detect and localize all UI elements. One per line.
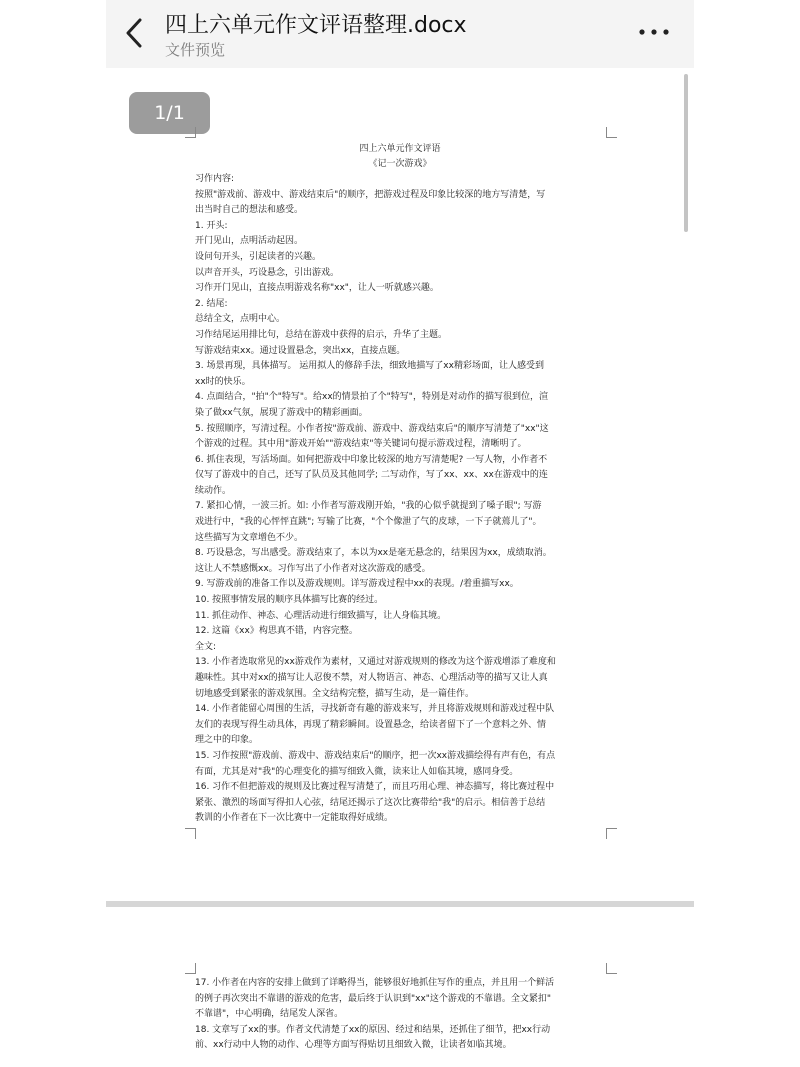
page-corner-mark bbox=[185, 127, 196, 138]
top-bar bbox=[106, 0, 694, 68]
document-line: 个游戏的过程。其中用"游戏开始""游戏结束"等关键词句提示游戏过程，清晰明了。 bbox=[195, 439, 527, 450]
document-line: 14. 小作者能留心周围的生活，寻找新奇有趣的游戏来写，并且将游戏规则和游戏过程中队 bbox=[195, 704, 555, 715]
left-margin bbox=[0, 0, 106, 1067]
app-window bbox=[106, 0, 694, 1067]
document-line: 16. 习作不但把游戏的规则及比赛过程写清楚了，而且巧用心理、神态描写，将比赛过程中 bbox=[195, 782, 555, 793]
document-line: 3. 场景再现，具体描写。 运用拟人的修辞手法，细致地描写了xx精彩场面，让人感受到 bbox=[195, 361, 544, 372]
document-viewer[interactable] bbox=[106, 68, 694, 1067]
document-line: 总结全文，点明中心。 bbox=[195, 314, 286, 325]
document-line: 15. 习作按照"游戏前、游戏中、游戏结束后"的顺序，把一次xx游戏描绘得有声有色，有点 bbox=[195, 750, 556, 761]
document-line: 设问句开头，引起读者的兴趣。 bbox=[195, 251, 322, 262]
document-line: 这让人不禁感慨xx。习作写出了小作者对这次游戏的感受。 bbox=[195, 563, 431, 574]
document-line: 理之中的印象。 bbox=[195, 735, 259, 746]
page-corner-mark bbox=[185, 963, 196, 974]
right-margin bbox=[694, 0, 800, 1067]
document-line: 5. 按照顺序，写清过程。小作者按"游戏前、游戏中、游戏结束后"的顺序写清楚了"xx"这 bbox=[195, 423, 549, 434]
document-line: 10. 按照事情发展的顺序具体描写比赛的经过。 bbox=[195, 595, 384, 606]
document-line: 有面，尤其是对"我"的心理变化的描写细致入微，读来让人如临其境，感同身受。 bbox=[195, 766, 519, 777]
page-separator bbox=[106, 901, 694, 907]
document-line: xx时的快乐。 bbox=[195, 376, 251, 387]
document-line: 开门见山，点明活动起因。 bbox=[195, 236, 304, 247]
document-line: 习作开门见山，直接点明游戏名称"xx"，让人一听就感兴趣。 bbox=[195, 283, 439, 294]
document-line: 习作结尾运用排比句，总结在游戏中获得的启示，升华了主题。 bbox=[195, 329, 448, 340]
document-line: 17. 小作者在内容的安排上做到了详略得当，能够很好地抓住写作的重点，并且用一个鲜活 bbox=[195, 978, 555, 988]
document-line: 出当时自己的想法和感受。 bbox=[195, 205, 304, 216]
document-line: 全文: bbox=[195, 641, 217, 652]
document-line: 紧张、激烈的场面写得扣人心弦，结尾还揭示了这次比赛带给"我"的启示。相信善于总结 bbox=[195, 797, 546, 808]
document-line: 7. 紧扣心情，一波三折。如: 小作者写游戏刚开始，"我的心似乎就提到了嗓子眼"; 写游 bbox=[195, 501, 542, 512]
document-line: 教训的小作者在下一次比赛中一定能取得好成绩。 bbox=[195, 813, 394, 824]
document-line: 切地感受到紧张的游戏氛围。全文结构完整，描写生动，是一篇佳作。 bbox=[195, 688, 475, 699]
document-line: 戏进行中，"我的心怦怦直跳"; 写输了比赛，"个个像泄了气的皮球，一下子就蔫儿了"。 bbox=[195, 517, 542, 528]
document-line: 8. 巧设悬念，写出感受。游戏结束了，本以为xx是毫无悬念的，结果因为xx，成绩取消。 bbox=[195, 548, 552, 559]
document-line: 这些描写为文章增色不少。 bbox=[195, 532, 304, 543]
page-corner-mark bbox=[606, 963, 617, 974]
document-line: 以声音开头，巧设悬念，引出游戏。 bbox=[195, 267, 340, 278]
document-line: 前、xx行动中人物的动作、心理等方面写得贴切且细致入微，让读者如临其境。 bbox=[195, 1040, 512, 1051]
document-line: 2. 结尾: bbox=[195, 298, 228, 309]
page-corner-mark bbox=[185, 828, 196, 839]
document-line: 不靠谱"，中心明确，结尾发人深省。 bbox=[195, 1009, 344, 1020]
document-line: 13. 小作者选取常见的xx游戏作为素材，又通过对游戏规则的修改为这个游戏增添了难度和 bbox=[195, 657, 556, 668]
page-corner-mark bbox=[606, 127, 617, 138]
page-corner-mark bbox=[606, 828, 617, 839]
document-line: 4. 点面结合，"拍"个"特写"。给xx的情景拍了个"特写"，特别是对动作的描写很到位，渲 bbox=[195, 392, 548, 403]
document-line: 友们的表现写得生动具体，再现了精彩瞬间。设置悬念，给读者留下了一个意料之外、情 bbox=[195, 719, 547, 730]
document-line: 续动作。 bbox=[195, 485, 232, 496]
document-line: 18. 文章写了xx的事。作者文代清楚了xx的原因、经过和结果，还抓住了细节，把xx行动 bbox=[195, 1024, 551, 1035]
document-line: 染了做xx气氛，展现了游戏中的精彩画面。 bbox=[195, 407, 368, 418]
document-line: 12. 这篇《xx》构思真不错，内容完整。 bbox=[195, 626, 358, 637]
document-line: 6. 抓住表现，写活场面。如何把游戏中印象比较深的地方写清楚呢? 一写人物，小作者不 bbox=[195, 454, 548, 465]
chevron-left-icon[interactable] bbox=[118, 14, 152, 52]
document-body-page-1 bbox=[195, 172, 605, 827]
file-title: 四上六单元作文评语整理.docx bbox=[165, 13, 467, 38]
document-line: 的例子再次突出不靠谱的游戏的危害，最后终于认识到"xx"这个游戏的不靠谱。全文紧扣" bbox=[195, 993, 552, 1004]
document-line: 写游戏结束xx。通过设置悬念，突出xx，直接点题。 bbox=[195, 345, 406, 356]
document-line: 仅写了游戏中的自己，还写了队员及其他同学; 二写动作，写了xx、xx、xx在游戏中的连 bbox=[195, 470, 548, 481]
document-line: 习作内容: bbox=[195, 174, 235, 184]
document-body-page-2 bbox=[195, 976, 605, 1054]
more-horizontal-icon[interactable] bbox=[636, 22, 672, 42]
document-line: 9. 写游戏前的准备工作以及游戏规则。详写游戏过程中xx的表现。/着重描写xx。 bbox=[195, 579, 519, 590]
file-subtitle: 文件预览 bbox=[165, 41, 226, 59]
document-line: 趣味性。其中对xx的描写让人忍俊不禁，对人物语言、神态、心理活动等的描写又让人真 bbox=[195, 673, 548, 683]
document-subtitle: 《记一次游戏》 bbox=[368, 159, 432, 169]
document-line: 1. 开头: bbox=[195, 220, 228, 231]
document-line: 按照"游戏前、游戏中、游戏结束后"的顺序，把游戏过程及印象比较深的地方写清楚，写 bbox=[195, 189, 546, 200]
document-title: 四上六单元作文评语 bbox=[359, 144, 441, 154]
page-indicator: 1/1 bbox=[129, 92, 210, 134]
document-line: 11. 抓住动作、神态、心理活动进行细致描写，让人身临其境。 bbox=[195, 610, 447, 621]
